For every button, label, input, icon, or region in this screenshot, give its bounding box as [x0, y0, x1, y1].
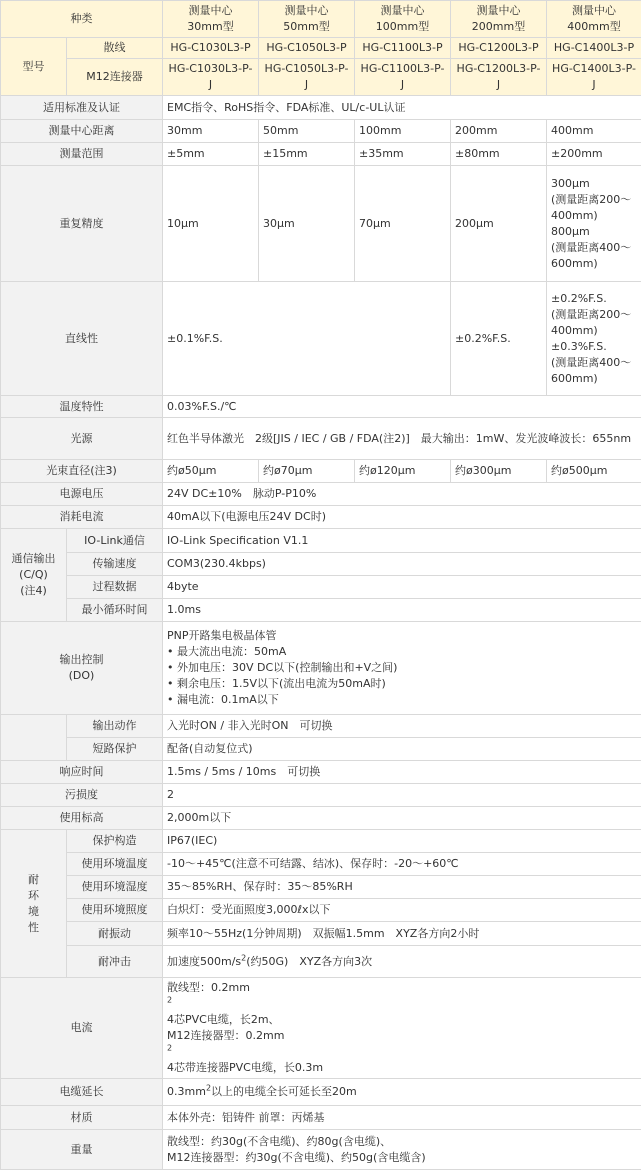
material-label: 材质: [1, 1106, 163, 1130]
repeatability-100: 70μm: [355, 166, 451, 282]
range-400: ±200mm: [547, 143, 641, 166]
env-shock-text-post: (约50G) XYZ各方向3次: [246, 955, 372, 968]
model-center-30: 测量中心 30mm型: [163, 1, 259, 38]
env-vibration-value: 频率10～55Hz(1分钟周期) 双振幅1.5mm XYZ各方向2小时: [163, 922, 641, 946]
env-temperature-label: 使用环境温度: [67, 853, 163, 876]
env-protection-value: IP67(IEC): [163, 830, 641, 853]
pollution-value: 2: [163, 784, 641, 807]
row-linearity: [1, 282, 641, 396]
beam-200: 约ø300μm: [451, 460, 547, 483]
row-env-shock: [1, 946, 641, 978]
standards-value: EMC指令、RoHS指令、FDA标准、UL/c-UL认证: [163, 96, 641, 120]
row-cable-extension: [1, 1079, 641, 1106]
env-humidity-label: 使用环境湿度: [67, 876, 163, 899]
temperature-value: 0.03%F.S./℃: [163, 396, 641, 418]
comm-cycle-label: 最小循环时间: [67, 599, 163, 622]
altitude-value: 2,000m以下: [163, 807, 641, 830]
response-value: 1.5ms / 5ms / 10ms 可切换: [163, 761, 641, 784]
center-distance-400: 400mm: [547, 120, 641, 143]
kind-label: 种类: [1, 1, 163, 38]
weight-line-2: M12连接器型：约30g(不含电缆)、约50g(含电缆含): [167, 1150, 637, 1166]
row-output-control: [1, 622, 641, 715]
row-cable: [1, 978, 641, 1079]
range-200: ±80mm: [451, 143, 547, 166]
env-shock-sup: 2: [241, 953, 246, 962]
cable-ext-sup: 2: [206, 1083, 211, 1092]
center-distance-50: 50mm: [259, 120, 355, 143]
row-material: [1, 1106, 641, 1130]
output-control-line: PNP开路集电极晶体管: [167, 628, 637, 644]
cable-value: [163, 978, 641, 1079]
altitude-label: 使用标高: [1, 807, 163, 830]
range-30: ±5mm: [163, 143, 259, 166]
output-control-line: • 外加电压：30V DC以下(控制输出和+V之间): [167, 660, 637, 676]
m12-model-50: HG-C1050L3-P-J: [259, 59, 355, 96]
model-center-100: 测量中心 100mm型: [355, 1, 451, 38]
env-shock-text-pre: 加速度500m/s: [167, 955, 241, 968]
short-protection-value: 配备(自动复位式): [163, 738, 641, 761]
cable-extension-value: [163, 1079, 641, 1106]
env-humidity-value: 35～85%RH、保存时：35～85%RH: [163, 876, 641, 899]
header-m12-row: [1, 59, 641, 96]
row-env-vibration: [1, 922, 641, 946]
comm-process-value: 4byte: [163, 576, 641, 599]
loose-model-400: HG-C1400L3-P: [547, 38, 641, 59]
row-altitude: [1, 807, 641, 830]
comm-process-label: 过程数据: [67, 576, 163, 599]
repeatability-30: 10μm: [163, 166, 259, 282]
loose-model-200: HG-C1200L3-P: [451, 38, 547, 59]
cable-line-2-pre: M12连接器型：0.2mm: [167, 1028, 637, 1044]
row-beam: [1, 460, 641, 483]
row-pollution: [1, 784, 641, 807]
weight-line-1: 散线型：约30g(不含电缆)、约80g(含电缆)、: [167, 1134, 637, 1150]
model-center-50: 测量中心 50mm型: [259, 1, 355, 38]
material-value: 本体外壳：铝铸件 前罩：丙烯基: [163, 1106, 641, 1130]
repeatability-label: 重复精度: [1, 166, 163, 282]
env-illumination-value: 白炽灯：受光面照度3,000ℓx以下: [163, 899, 641, 922]
pollution-label: 污损度: [1, 784, 163, 807]
cable-ext-post: 以上的电缆全长可延长至20m: [211, 1085, 357, 1098]
repeatability-400: 300μm (测量距离200～400mm) 800μm (测量距离400～600mm): [547, 166, 641, 282]
output-action-value: 入光时ON / 非入光时ON 可切换: [163, 715, 641, 738]
row-comm-process: [1, 576, 641, 599]
beam-100: 约ø120μm: [355, 460, 451, 483]
center-distance-200: 200mm: [451, 120, 547, 143]
cable-line-1-sup: 2: [167, 995, 172, 1004]
row-range: [1, 143, 641, 166]
row-output-action: [1, 715, 641, 738]
m12-model-200: HG-C1200L3-P-J: [451, 59, 547, 96]
m12-model-30: HG-C1030L3-P-J: [163, 59, 259, 96]
beam-label: 光束直径(注3): [1, 460, 163, 483]
beam-30: 约ø50μm: [163, 460, 259, 483]
cable-line-2-post: 4芯带连接器PVC电缆，长0.3m: [167, 1060, 637, 1076]
range-100: ±35mm: [355, 143, 451, 166]
row-env-protection: [1, 830, 641, 853]
loose-model-30: HG-C1030L3-P: [163, 38, 259, 59]
output-control-line: • 剩余电压：1.5V以下(流出电流为50mA时): [167, 676, 637, 692]
linearity-value-a: ±0.1%F.S.: [163, 282, 451, 396]
m12-label: M12连接器: [67, 59, 163, 96]
row-comm-cycle: [1, 599, 641, 622]
env-shock-label: 耐冲击: [67, 946, 163, 978]
linearity-value-b: ±0.2%F.S.: [451, 282, 547, 396]
temperature-label: 温度特性: [1, 396, 163, 418]
beam-400: 约ø500μm: [547, 460, 641, 483]
weight-value: [163, 1130, 641, 1170]
env-shock-value: [163, 946, 641, 978]
beam-50: 约ø70μm: [259, 460, 355, 483]
output-action-label: 输出动作: [67, 715, 163, 738]
cable-line-1-pre: 散线型：0.2mm: [167, 980, 637, 996]
center-distance-label: 测量中心距离: [1, 120, 163, 143]
row-env-temperature: [1, 853, 641, 876]
comm-label: 通信输出 (C/Q) (注4): [1, 529, 67, 622]
row-current-consumption: [1, 506, 641, 529]
short-protection-label: 短路保护: [67, 738, 163, 761]
output-control-value: [163, 622, 641, 715]
cable-label: 电流: [1, 978, 163, 1079]
linearity-value-c: ±0.2%F.S. (测量距离200～400mm) ±0.3%F.S. (测量距离400～600mm): [547, 282, 641, 396]
row-repeatability: [1, 166, 641, 282]
row-comm-speed: [1, 553, 641, 576]
row-voltage: [1, 483, 641, 506]
linearity-label: 直线性: [1, 282, 163, 396]
range-50: ±15mm: [259, 143, 355, 166]
env-illumination-label: 使用环境照度: [67, 899, 163, 922]
row-short-protection: [1, 738, 641, 761]
row-env-illumination: [1, 899, 641, 922]
row-center-distance: [1, 120, 641, 143]
output-control-line: • 最大流出电流：50mA: [167, 644, 637, 660]
comm-speed-value: COM3(230.4kbps): [163, 553, 641, 576]
current-consumption-value: 40mA以下(电源电压24V DC时): [163, 506, 641, 529]
voltage-label: 电源电压: [1, 483, 163, 506]
range-label: 测量范围: [1, 143, 163, 166]
weight-label: 重量: [1, 1130, 163, 1170]
comm-iolink-value: IO-Link Specification V1.1: [163, 529, 641, 553]
row-comm-iolink: [1, 529, 641, 553]
env-protection-label: 保护构造: [67, 830, 163, 853]
loose-model-50: HG-C1050L3-P: [259, 38, 355, 59]
env-vibration-label: 耐振动: [67, 922, 163, 946]
center-distance-100: 100mm: [355, 120, 451, 143]
cable-line-1-post: 4芯PVC电缆，长2m、: [167, 1012, 637, 1028]
cable-line-1: [167, 980, 637, 1028]
loose-model-100: HG-C1100L3-P: [355, 38, 451, 59]
light-source-value: 红色半导体激光 2级[JIS / IEC / GB / FDA(注2)] 最大输出：1mW、发光波峰波长：655nm: [163, 418, 641, 460]
comm-speed-label: 传输速度: [67, 553, 163, 576]
comm-cycle-value: 1.0ms: [163, 599, 641, 622]
model-center-200: 测量中心 200mm型: [451, 1, 547, 38]
voltage-value: 24V DC±10% 脉动P-P10%: [163, 483, 641, 506]
header-loose-row: [1, 38, 641, 59]
model-label: 型号: [1, 38, 67, 96]
output-sub-spacer: [1, 715, 67, 761]
light-source-label: 光源: [1, 418, 163, 460]
loose-wire-label: 散线: [67, 38, 163, 59]
cable-ext-pre: 0.3mm: [167, 1085, 206, 1098]
row-standards: [1, 96, 641, 120]
response-label: 响应时间: [1, 761, 163, 784]
row-temperature: [1, 396, 641, 418]
m12-model-400: HG-C1400L3-P-J: [547, 59, 641, 96]
header-kind-row: [1, 1, 641, 38]
standards-label: 适用标准及认证: [1, 96, 163, 120]
env-temperature-value: -10～+45℃(注意不可结露、结冰)、保存时：-20～+60℃: [163, 853, 641, 876]
cable-extension-label: 电缆延长: [1, 1079, 163, 1106]
row-weight: [1, 1130, 641, 1170]
output-control-line: • 漏电流：0.1mA以下: [167, 692, 637, 708]
m12-model-100: HG-C1100L3-P-J: [355, 59, 451, 96]
center-distance-30: 30mm: [163, 120, 259, 143]
repeatability-50: 30μm: [259, 166, 355, 282]
model-center-400: 测量中心 400mm型: [547, 1, 641, 38]
comm-iolink-label: IO-Link通信: [67, 529, 163, 553]
row-light-source: [1, 418, 641, 460]
current-consumption-label: 消耗电流: [1, 506, 163, 529]
row-env-humidity: [1, 876, 641, 899]
repeatability-200: 200μm: [451, 166, 547, 282]
output-control-label: 输出控制 (DO): [1, 622, 163, 715]
cable-line-2: [167, 1028, 637, 1076]
cable-line-2-sup: 2: [167, 1043, 172, 1052]
row-response: [1, 761, 641, 784]
environment-label: 耐 环 境 性: [1, 830, 67, 978]
